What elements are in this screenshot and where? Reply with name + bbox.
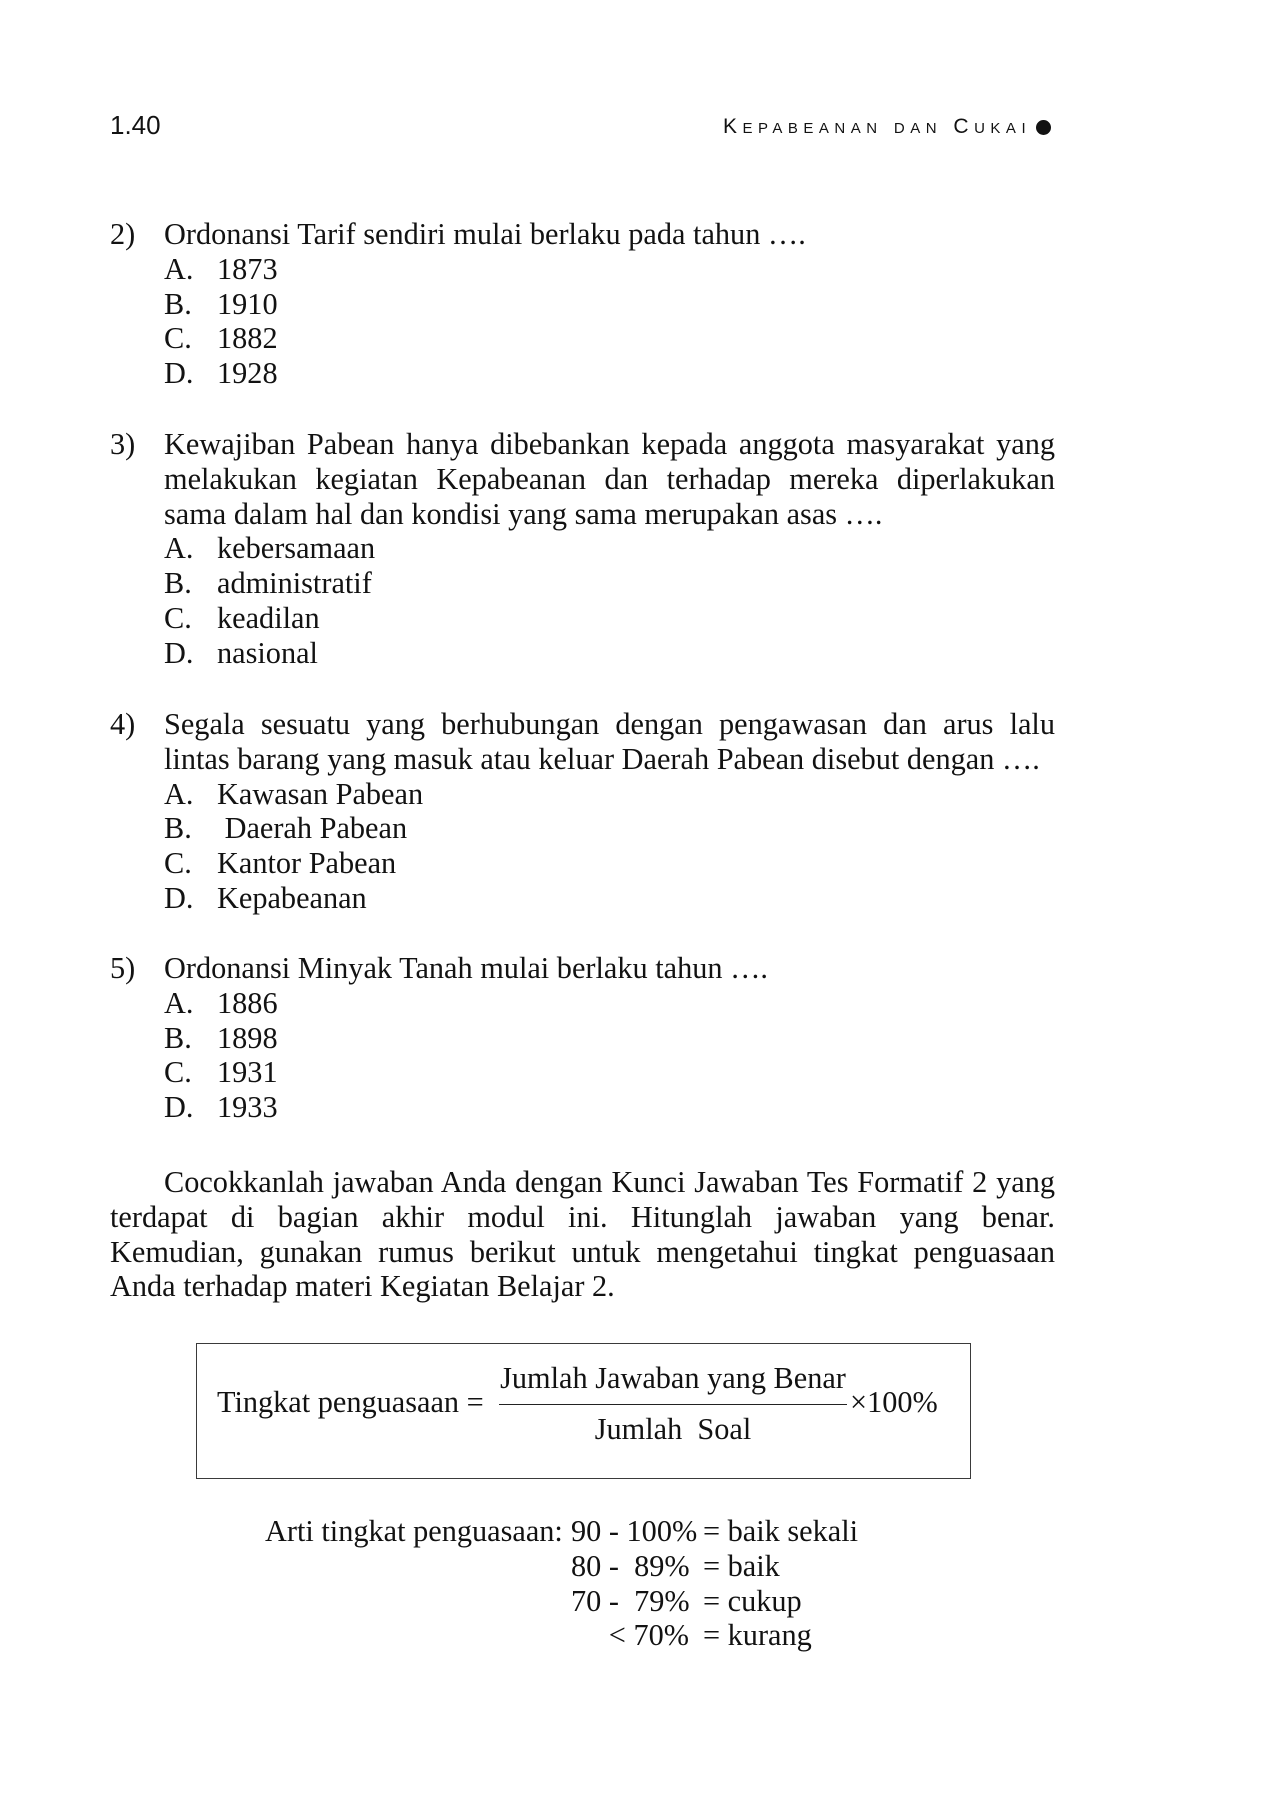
- question-text-line: Kewajiban Pabean hanya dibebankan kepada anggota masyarakat yang: [164, 427, 1055, 461]
- option-text: 1933: [217, 1090, 278, 1125]
- option-text: 1882: [217, 321, 278, 356]
- mastery-level-row: [0, 1618, 1269, 1653]
- bullet-icon: [1036, 120, 1051, 135]
- instruction-paragraph: [110, 1165, 1055, 1304]
- option-text: 1931: [217, 1055, 278, 1090]
- answer-option-c: [164, 846, 1055, 881]
- option-text: nasional: [217, 635, 318, 670]
- option-text: kebersamaan: [217, 531, 376, 566]
- option-text: administratif: [217, 566, 372, 601]
- option-letter: C.: [164, 600, 192, 635]
- option-text: Kawasan Pabean: [217, 776, 424, 811]
- option-letter: A.: [164, 531, 194, 566]
- answer-option-c: [164, 601, 1055, 636]
- option-text: 1898: [217, 1020, 278, 1055]
- option-text: 1910: [217, 286, 278, 321]
- option-text: Daerah Pabean: [217, 811, 408, 846]
- question-number: 2): [110, 217, 136, 251]
- option-letter: B.: [164, 566, 192, 601]
- mastery-result: = kurang: [703, 1618, 812, 1653]
- mastery-result: = cukup: [703, 1583, 802, 1618]
- mastery-result: = baik sekali: [703, 1514, 859, 1548]
- answer-option-b: [164, 811, 1055, 846]
- question-text-line: lintas barang yang masuk atau keluar Daerah Pabean disebut dengan ….: [164, 741, 1040, 776]
- option-letter: D.: [164, 635, 194, 670]
- question-number: 5): [110, 951, 136, 985]
- answer-option-b: [164, 1021, 1055, 1056]
- question-5: [110, 951, 1055, 1125]
- question-text-line: Ordonansi Tarif sendiri mulai berlaku pada tahun ….: [164, 217, 806, 251]
- answer-option-b: [164, 566, 1055, 601]
- option-text: keadilan: [217, 600, 320, 635]
- option-letter: B.: [164, 1020, 192, 1055]
- option-text: 1928: [217, 356, 278, 391]
- option-letter: D.: [164, 356, 194, 391]
- answer-option-b: [164, 287, 1055, 322]
- answer-option-c: [164, 1055, 1055, 1090]
- mastery-levels: [0, 1514, 1269, 1653]
- answer-option-c: [164, 321, 1055, 356]
- question-text-line: Segala sesuatu yang berhubungan dengan pengawasan dan arus lalu: [164, 707, 1055, 741]
- question-text-line: sama dalam hal dan kondisi yang sama merupakan asas ….: [164, 496, 883, 531]
- instruction-line: Kemudian, gunakan rumus berikut untuk mengetahui tingkat penguasaan: [110, 1234, 1055, 1269]
- mastery-level-row: [0, 1514, 1269, 1549]
- formula-lhs: Tingkat penguasaan =: [217, 1385, 484, 1419]
- question-text-line: Ordonansi Minyak Tanah mulai berlaku tahun ….: [164, 951, 768, 985]
- option-letter: A.: [164, 776, 194, 811]
- answer-option-d: [164, 636, 1055, 671]
- option-text: Kepabeanan: [217, 880, 367, 915]
- question-body: [164, 217, 1055, 391]
- question-3: [110, 427, 1055, 671]
- option-letter: C.: [164, 846, 192, 881]
- option-letter: B.: [164, 811, 192, 846]
- question-number: 3): [110, 427, 136, 461]
- page-number: 1.40: [110, 110, 161, 140]
- mastery-label: Arti tingkat penguasaan:: [265, 1514, 563, 1548]
- question-2: [110, 217, 1055, 391]
- mastery-level-row: [0, 1584, 1269, 1619]
- mastery-range: < 70%: [608, 1618, 689, 1653]
- option-text: 1886: [217, 985, 278, 1020]
- running-title: Kepabeanan dan Cukai: [723, 115, 1032, 138]
- option-letter: A.: [164, 251, 194, 286]
- answer-option-d: [164, 1090, 1055, 1125]
- question-body: [164, 427, 1055, 671]
- option-text: Kantor Pabean: [217, 846, 397, 881]
- mastery-result: = baik: [703, 1548, 780, 1583]
- option-letter: B.: [164, 286, 192, 321]
- instruction-line: Cocokkanlah jawaban Anda dengan Kunci Jawaban Tes Formatif 2 yang: [164, 1165, 1055, 1199]
- answer-option-d: [164, 356, 1055, 391]
- answer-option-a: [164, 986, 1055, 1021]
- option-text: 1873: [217, 251, 278, 286]
- mastery-range: 90 - 100%: [571, 1514, 698, 1548]
- formula-numerator: Jumlah Jawaban yang Benar: [500, 1361, 846, 1395]
- option-letter: D.: [164, 880, 194, 915]
- question-body: [164, 951, 1055, 1125]
- instruction-line: terdapat di bagian akhir modul ini. Hitunglah jawaban yang benar.: [110, 1199, 1055, 1234]
- formula-denominator: Jumlah Soal: [594, 1412, 752, 1446]
- question-text-line: melakukan kegiatan Kepabeanan dan terhadap mereka diperlakukan: [164, 461, 1055, 496]
- option-letter: C.: [164, 321, 192, 356]
- answer-option-a: [164, 252, 1055, 287]
- answer-option-d: [164, 881, 1055, 916]
- question-4: [110, 707, 1055, 916]
- mastery-range: 80 - 89%: [571, 1548, 690, 1583]
- answer-option-a: [164, 531, 1055, 566]
- mastery-level-row: [0, 1549, 1269, 1584]
- fraction-bar: [499, 1404, 847, 1405]
- question-number: 4): [110, 707, 136, 741]
- mastery-range: 70 - 79%: [571, 1583, 690, 1618]
- formula-multiplier: ×100%: [850, 1385, 938, 1419]
- instruction-line: Anda terhadap materi Kegiatan Belajar 2.: [110, 1269, 615, 1304]
- option-letter: A.: [164, 985, 194, 1020]
- option-letter: D.: [164, 1090, 194, 1125]
- question-body: [164, 707, 1055, 916]
- answer-option-a: [164, 777, 1055, 812]
- option-letter: C.: [164, 1055, 192, 1090]
